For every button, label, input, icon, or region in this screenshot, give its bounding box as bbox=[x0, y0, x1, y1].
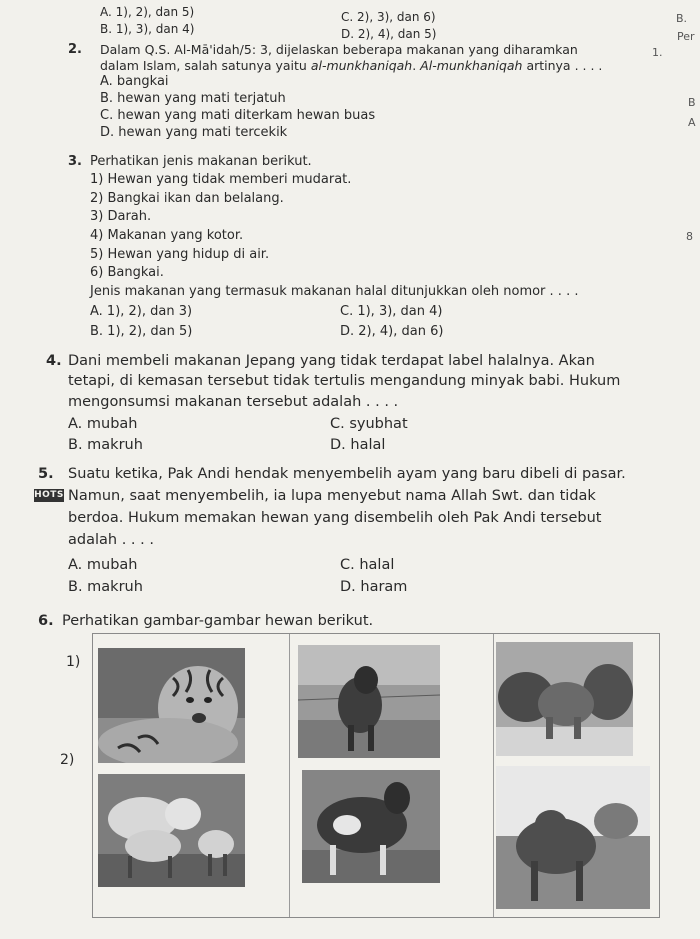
q5-option-c: C. halal bbox=[340, 557, 395, 573]
q3-option-b: B. 1), 2), dan 5) bbox=[90, 324, 193, 339]
q1-option-b: B. 1), 3), dan 4) bbox=[100, 22, 195, 36]
q1-option-a: A. 1), 2), dan 5) bbox=[100, 5, 195, 19]
q2-option-b: B. hewan yang mati terjatuh bbox=[100, 91, 286, 106]
q3-option-d: D. 2), 4), dan 6) bbox=[340, 324, 444, 339]
margin-text-one: 1. bbox=[652, 46, 663, 59]
q3-option-a: A. 1), 2), dan 3) bbox=[90, 304, 193, 319]
q4-option-d: D. halal bbox=[330, 437, 386, 453]
margin-text-per: Per bbox=[677, 30, 695, 43]
q2-line2: dalam Islam, salah satunya yaitu al-munkhaniqah. Al-munkhaniqah artinya . . . . bbox=[100, 58, 603, 73]
q1-option-d: D. 2), 4), dan 5) bbox=[341, 27, 437, 41]
q3-option-c: C. 1), 3), dan 4) bbox=[340, 304, 443, 319]
q2-option-d: D. hewan yang mati tercekik bbox=[100, 125, 288, 140]
q3-item-3: 3) Darah. bbox=[90, 209, 152, 224]
q4-line1: Dani membeli makanan Jepang yang tidak terdapat label halalnya. Akan bbox=[68, 353, 595, 369]
q3-item-6: 6) Bangkai. bbox=[90, 265, 164, 280]
margin-text-r1: B bbox=[688, 96, 696, 109]
q3-title: Perhatikan jenis makanan berikut. bbox=[90, 154, 312, 169]
bull-picture bbox=[298, 645, 440, 758]
q5-line4: adalah . . . . bbox=[68, 532, 154, 548]
margin-text-r2: A bbox=[688, 116, 696, 129]
q4-option-b: B. makruh bbox=[68, 437, 143, 453]
q4-number: 4. bbox=[46, 353, 62, 369]
q5-option-a: A. mubah bbox=[68, 557, 138, 573]
q3-item-4: 4) Makanan yang kotor. bbox=[90, 228, 244, 243]
picture-label-2: 2) bbox=[60, 752, 75, 768]
q5-line1: Suatu ketika, Pak Andi hendak menyembelih ayam yang baru dibeli di pasar. bbox=[68, 466, 626, 482]
q6-number: 6. bbox=[38, 613, 54, 629]
q5-option-d: D. haram bbox=[340, 579, 408, 595]
q4-option-c: C. syubhat bbox=[330, 416, 408, 432]
q5-number: 5. bbox=[38, 466, 54, 482]
q6-title: Perhatikan gambar-gambar hewan berikut. bbox=[62, 613, 374, 629]
q2-option-a: A. bangkai bbox=[100, 74, 169, 89]
q2-number: 2. bbox=[68, 42, 82, 57]
hots-badge: HOTS bbox=[34, 490, 64, 500]
margin-text-r3: 8 bbox=[686, 230, 693, 243]
q5-line3: berdoa. Hukum memakan hewan yang disembelih oleh Pak Andi tersebut bbox=[68, 510, 602, 526]
q3-question: Jenis makanan yang termasuk makanan halal ditunjukkan oleh nomor . . . . bbox=[90, 284, 579, 299]
q4-option-a: A. mubah bbox=[68, 416, 138, 432]
sheep-picture bbox=[98, 774, 245, 887]
margin-text-b: B. bbox=[676, 12, 688, 25]
q4-line3: mengonsumsi makanan tersebut adalah . . . . bbox=[68, 394, 399, 410]
picture-label-1: 1) bbox=[66, 654, 81, 670]
tiger-picture bbox=[98, 648, 245, 763]
cow-picture bbox=[302, 770, 440, 883]
elephant-picture bbox=[496, 642, 633, 756]
q5-option-b: B. makruh bbox=[68, 579, 143, 595]
q5-line2: Namun, saat menyembelih, ia lupa menyebut nama Allah Swt. dan tidak bbox=[68, 488, 596, 504]
camel-picture bbox=[496, 766, 650, 909]
q1-option-c: C. 2), 3), dan 6) bbox=[341, 10, 436, 24]
q4-line2: tetapi, di kemasan tersebut tidak tertulis mengandung minyak babi. Hukum bbox=[68, 373, 621, 389]
q3-item-1: 1) Hewan yang tidak memberi mudarat. bbox=[90, 172, 352, 187]
q3-number: 3. bbox=[68, 154, 82, 169]
q2-option-c: C. hewan yang mati diterkam hewan buas bbox=[100, 108, 376, 123]
q3-item-5: 5) Hewan yang hidup di air. bbox=[90, 247, 270, 262]
q2-line1: Dalam Q.S. Al-Mā'idah/5: 3, dijelaskan beberapa makanan yang diharamkan bbox=[100, 42, 578, 57]
q3-item-2: 2) Bangkai ikan dan belalang. bbox=[90, 191, 284, 206]
